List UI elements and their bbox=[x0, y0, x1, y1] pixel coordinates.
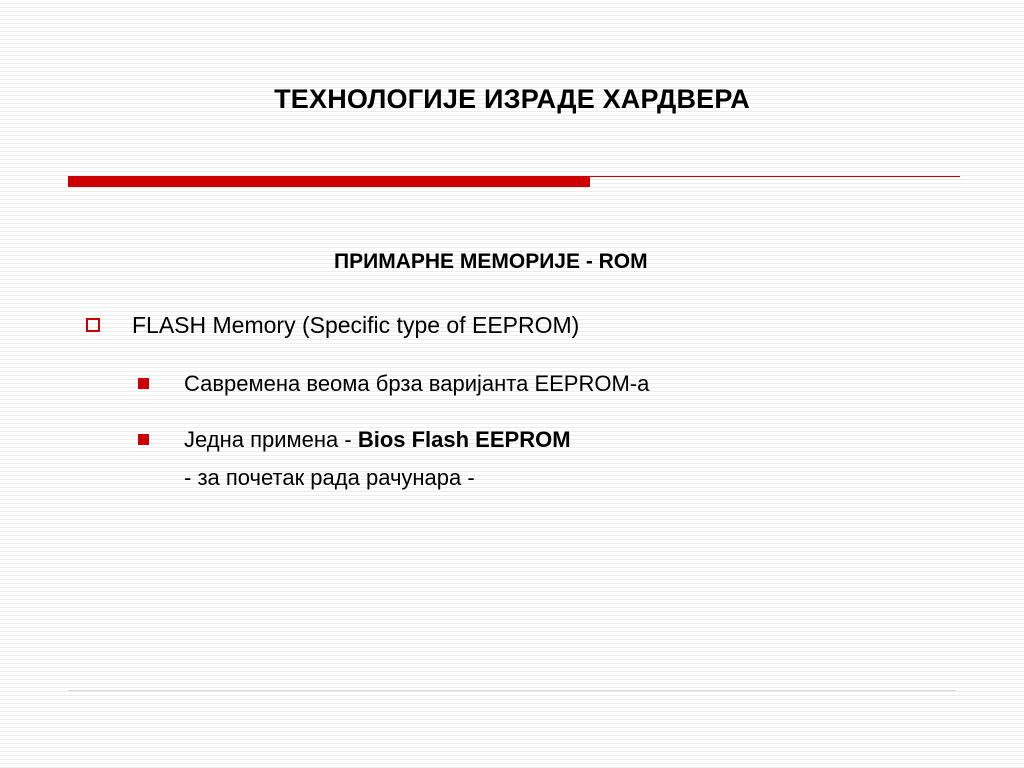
filled-square-bullet-icon bbox=[138, 378, 149, 389]
section-subheading: ПРИМАРНЕ МЕМОРИЈЕ - ROM bbox=[334, 250, 648, 273]
bullet-text-block bbox=[184, 426, 571, 492]
bullet-text: FLASH Memory (Specific type of EEPROM) bbox=[132, 312, 580, 338]
title-underline-thin bbox=[590, 176, 960, 177]
bullet-text-prefix: Једна примена - bbox=[184, 427, 358, 452]
hollow-square-bullet-icon bbox=[86, 318, 100, 332]
bullet-item-modern-variant bbox=[138, 370, 649, 398]
bullet-item-bios-flash bbox=[138, 426, 571, 492]
title-underline-thick bbox=[68, 176, 590, 187]
bullet-continuation-text: - за почетак рада рачунара - bbox=[184, 465, 475, 490]
filled-square-bullet-icon bbox=[138, 434, 149, 445]
bullet-item-flash-memory bbox=[86, 311, 579, 339]
footer-divider bbox=[68, 690, 956, 691]
bullet-text-emphasis: Bios Flash EEPROM bbox=[357, 427, 571, 452]
bullet-text: Савремена веома брза варијанта EEPROM-а bbox=[184, 371, 650, 396]
slide-title: ТЕХНОЛОГИЈЕ ИЗРАДЕ ХАРДВЕРА bbox=[274, 84, 750, 114]
